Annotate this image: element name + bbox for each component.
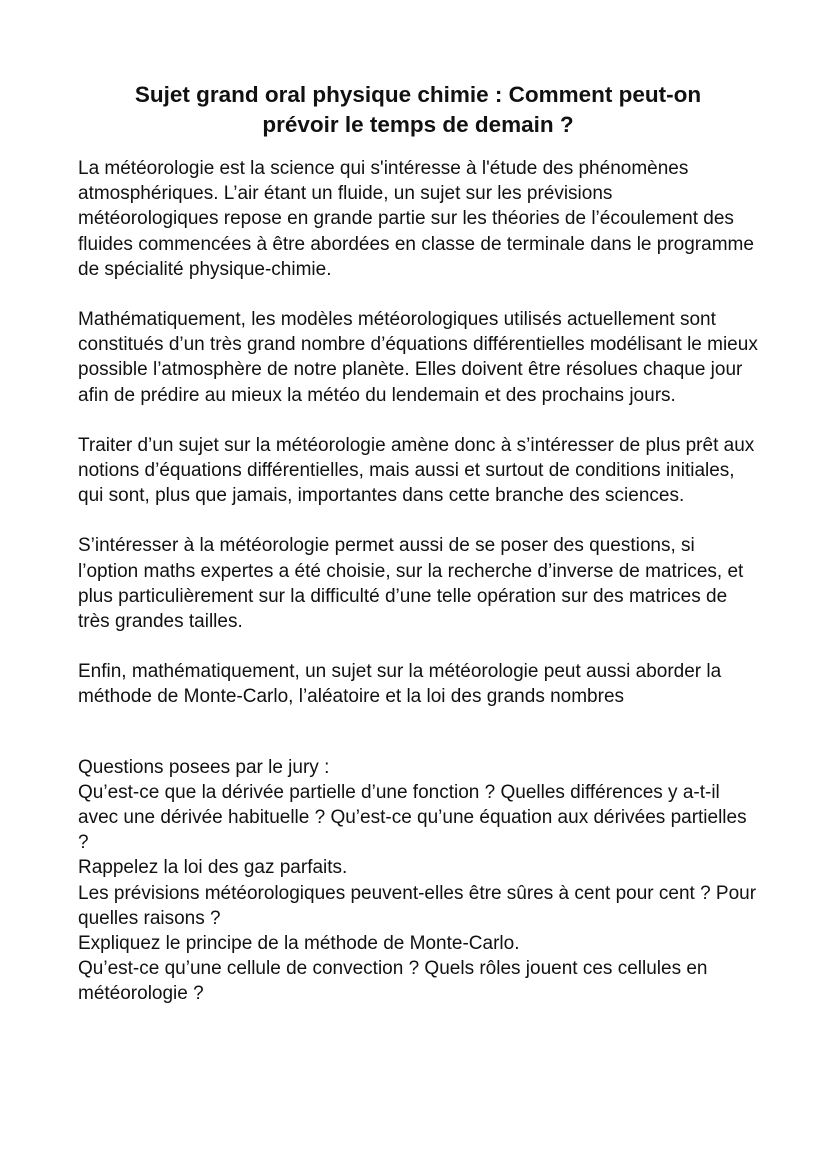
paragraph-intro: La météorologie est la science qui s'intéresse à l'étude des phénomènes atmosphériques. L’air étant un fluide, un sujet sur les prévisions météorologiques repose en grande partie sur les théories de l’écoulement des fluides commencées à être abordées en classe de terminale dans le programme de spécialité physique-chimie. — [78, 158, 754, 280]
paragraph-matrices: S’intéresser à la météorologie permet aussi de se poser des questions, si l’option maths expertes a été choisie, sur la recherche d’inverse de matrices, et plus particulièrement sur la difficulté d’une telle opération sur des matrices de très grandes tailles. — [78, 535, 744, 633]
document-title: Sujet grand oral physique chimie : Comment peut-on prévoir le temps de demain ? — [134, 82, 702, 137]
question-item: Rappelez la loi des gaz parfaits. — [78, 857, 348, 879]
questions-heading: Questions posees par le jury : — [78, 756, 330, 778]
question-item: Les prévisions météorologiques peuvent-elles être sûres à cent pour cent ? Pour quelles raisons ? — [78, 882, 757, 929]
paragraph-monte-carlo: Enfin, mathématiquement, un sujet sur la météorologie peut aussi aborder la méthode de Monte-Carlo, l’aléatoire et la loi des grands nombres — [78, 661, 722, 708]
question-item: Expliquez le principe de la méthode de Monte-Carlo. — [78, 933, 520, 955]
question-item: Qu’est-ce que la dérivée partielle d’une fonction ? Quelles différences y a-t-il avec une dérivée habituelle ? Qu’est-ce qu’une équation aux dérivées partielles ? — [78, 781, 747, 854]
jury-questions — [78, 755, 758, 1007]
question-item: Qu’est-ce qu’une cellule de convection ? Quels rôles jouent ces cellules en météorologie ? — [78, 958, 708, 1005]
paragraph-equations: Traiter d’un sujet sur la météorologie amène donc à s’intéresser de plus prêt aux notions d’équations différentielles, mais aussi et surtout de conditions initiales, qui sont, plus que jamais, importantes dans cette branche des sciences. — [78, 434, 755, 507]
paragraph-models: Mathématiquement, les modèles météorologiques utilisés actuellement sont constitués d’un très grand nombre d’équations différentielles modélisant le mieux possible l’atmosphère de notre planète. Elles doivent être résolues chaque jour afin de prédire au mieux la météo du lendemain et des prochains jours. — [78, 309, 758, 406]
